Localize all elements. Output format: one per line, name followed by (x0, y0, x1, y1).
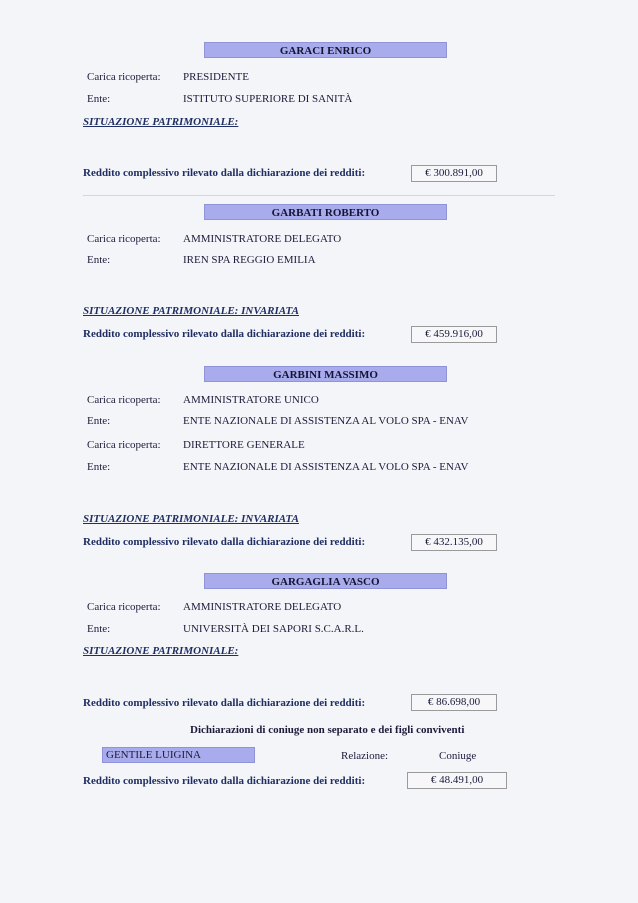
reddito-amount: € 432.135,00 (411, 534, 497, 551)
reddito-label: Reddito complessivo rilevato dalla dichiarazione dei redditi: (83, 536, 366, 548)
carica-value: AMMINISTRATORE UNICO (183, 394, 319, 406)
carica-label: Carica ricoperta: (87, 394, 161, 406)
ente-value: ENTE NAZIONALE DI ASSISTENZA AL VOLO SPA - ENAV (183, 415, 469, 427)
relazione-label: Relazione: (341, 750, 389, 762)
carica-label: Carica ricoperta: (87, 71, 161, 83)
carica-value: AMMINISTRATORE DELEGATO (183, 601, 342, 613)
ente-label: Ente: (87, 623, 111, 635)
carica-value: PRESIDENTE (183, 71, 249, 83)
carica-value: DIRETTORE GENERALE (183, 439, 305, 451)
reddito-amount: € 459.916,00 (411, 326, 497, 343)
ente-label: Ente: (87, 461, 111, 473)
carica-value: AMMINISTRATORE DELEGATO (183, 233, 342, 245)
ente-value: UNIVERSITÀ DEI SAPORI S.C.A.R.L. (183, 623, 364, 635)
reddito-label: Reddito complessivo rilevato dalla dichiarazione dei redditi: (83, 328, 366, 340)
carica-label: Carica ricoperta: (87, 439, 161, 451)
coniuge-reddito-amount: € 48.491,00 (407, 772, 507, 789)
person-name-bar: GARACI ENRICO (204, 42, 447, 58)
reddito-label: Reddito complessivo rilevato dalla dichiarazione dei redditi: (83, 697, 366, 709)
carica-label: Carica ricoperta: (87, 233, 161, 245)
reddito-label: Reddito complessivo rilevato dalla dichiarazione dei redditi: (83, 167, 366, 179)
ente-value: ISTITUTO SUPERIORE DI SANITÀ (183, 93, 353, 105)
situazione-patrimoniale: SITUAZIONE PATRIMONIALE: INVARIATA (83, 513, 299, 525)
ente-value: ENTE NAZIONALE DI ASSISTENZA AL VOLO SPA - ENAV (183, 461, 469, 473)
carica-label: Carica ricoperta: (87, 601, 161, 613)
situazione-patrimoniale: SITUAZIONE PATRIMONIALE: (83, 645, 239, 657)
relazione-value: Coniuge (439, 750, 477, 762)
ente-label: Ente: (87, 415, 111, 427)
reddito-amount: € 86.698,00 (411, 694, 497, 711)
ente-label: Ente: (87, 93, 111, 105)
situazione-patrimoniale: SITUAZIONE PATRIMONIALE: (83, 116, 239, 128)
ente-value: IREN SPA REGGIO EMILIA (183, 254, 316, 266)
person-name-bar: GARGAGLIA VASCO (204, 573, 447, 589)
section-divider (83, 195, 555, 196)
family-member-name: GENTILE LUIGINA (102, 747, 255, 763)
person-name-bar: GARBATI ROBERTO (204, 204, 447, 220)
coniuge-heading: Dichiarazioni di coniuge non separato e dei figli conviventi (190, 724, 465, 736)
reddito-label: Reddito complessivo rilevato dalla dichiarazione dei redditi: (83, 775, 366, 787)
situazione-patrimoniale: SITUAZIONE PATRIMONIALE: INVARIATA (83, 305, 299, 317)
ente-label: Ente: (87, 254, 111, 266)
reddito-amount: € 300.891,00 (411, 165, 497, 182)
person-name-bar: GARBINI MASSIMO (204, 366, 447, 382)
